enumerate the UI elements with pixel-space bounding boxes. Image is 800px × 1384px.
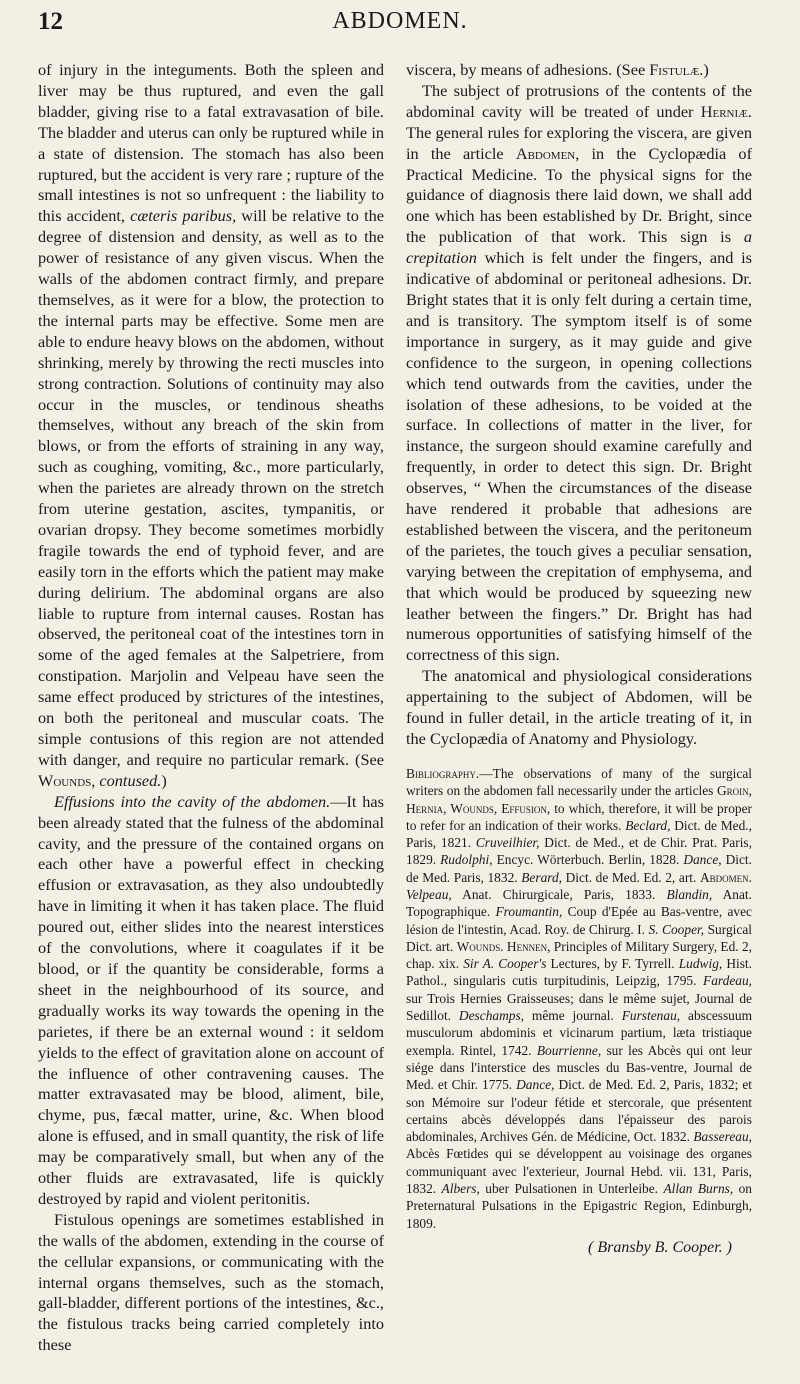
running-title: ABDOMEN. — [332, 8, 468, 34]
paragraph-fistulous-openings: Fistulous openings are sometimes established in the walls of the abdomen, extending in the course of the cellular expansions, or communicating with the internal organs themselves, such as the stomach, gall-bladder, different portions of the intestines, &c., the fistulous tracks being carried completely into these — [38, 1209, 384, 1355]
bibliography-label: Bibliography. — [406, 765, 480, 781]
paragraph-protrusions: The subject of protrusions of the contents of the abdominal cavity will be treated of under Herniæ. The general rules for exploring the viscera, are given in the article Abdomen, in the Cyclopædia of Practical Medicine. To the physical signs for the guidance of diagnosis there laid down, we shall add one which has been established by Dr. Bright, since the publication of that work. This sign is a crepitation which is felt under the fingers, and is indicative of abdominal or peritoneal adhesions. Dr. Bright states that it is only felt during a certain time, and is transitory. The symptom itself is of some importance in surgery, as it may guide and give confidence to the surgeon, in opening collections which tend outwards from the cavities, under the isolation of these adhesions, to be voided at the surface. In collections of matter in the liver, for instance, the surgeon should examine carefully and frequently, in order to detect this sign. Dr. Bright observes, “ When the circumstances of the disease have rendered it probable that adhesions are established between the viscera, and the peritoneum of the parietes, the touch gives a peculiar sensation, varying between the crepitation of emphysema, and that which would be produced by squeezing new leather between the fingers.” Dr. Bright has had numerous opportunities of satisfying himself of the correctness of this sign. — [406, 80, 752, 665]
paragraph-injury-integuments: of injury in the integuments. Both the spleen and liver may be thus ruptured, and even the gall bladder, giving rise to a fatal extravasation of bile. The bladder and uterus can only be ruptured while in a state of distension. The stomach has also been ruptured, but the accident is very rare ; rupture of the small intestines is not so unfrequent : the liability to this accident, cæteris paribus, will be relative to the degree of distension and density, as well as to the power of resistance of any given viscus. When the walls of the abdomen contract firmly, and prepare themselves, as it were for a blow, the protection to the internal parts may be effective. Some men are able to endure heavy blows on the abdomen, without shrinking, merely by throwing the recti muscles into strong contraction. Solutions of continuity may also occur in the muscles, or tendinous sheaths themselves, without any breach of the skin from blows, or from the efforts of straining in any way, such as coughing, vomiting, &c., more particularly, when the parietes are already thrown on the stretch from uterine gestation, ascites, tympanitis, or ovarian dropsy. They become sometimes morbidly fragile towards the end of typhoid fever, and are easily torn in the efforts which the patient may make during delirium. The abdominal organs are also liable to rupture from internal causes. Rostan has observed, the peritoneal coat of the intestines torn in some of the aged females at the Salpetriere, from constipation. Marjolin and Velpeau have seen the same effect produced by strictures of the intestines, on both the peritoneal and muscular coats. The simple contusions of this region are not attended with danger, and require no particular remark. (See Wounds, contused.) — [38, 60, 384, 790]
page-number: 12 — [38, 8, 63, 35]
bibliography: Bibliography.—The observations of many of the surgical writers on the abdomen fall necessarily under the articles Groin, Hernia, Wounds, Effusion, to which, therefore, it will be proper to refer for an indication of their works. Beclard, Dict. de Med., Paris, 1821. Cruveilhier, Dict. de Med., et de Chir. Prat. Paris, 1829. Rudolphi, Encyc. Wörterbuch. Berlin, 1828. Dance, Dict. de Med. Paris, 1832. Berard, Dict. de Med. Ed. 2, art. Abdomen. Velpeau, Anat. Chirurgicale, Paris, 1833. Blandin, Anat. Topographique. Froumantin, Coup d'Epée au Bas-ventre, avec lésion de l'intestin, Acad. Roy. de Chirurg. I. S. Cooper, Surgical Dict. art. Wounds. Hennen, Principles of Military Surgery, Ed. 2, chap. xix. Sir A. Cooper's Lectures, by F. Tyrrell. Ludwig, Hist. Pathol., singularis cutis turpitudinis, Leipzig, 1795. Fardeau, sur Trois Hernies Graisseuses; dans le même sujet, Journal de Sedillot. Deschamps, même journal. Furstenau, abscessuum musculorum abdominis et vicinarum partium, læta tristiaque exempla. Rintel, 1742. Bourrienne, sur les Abcès qui ont leur siége dans l'interstice des muscles du Bas-ventre, Journal de Med. et Chir. 1775. Dance, Dict. de Med. Ed. 2, Paris, 1832; et son Mémoire sur l'odeur fétide et stercorale, que présentent certains abcès développés dans l'épaisseur des parois abdominales, Archives Gén. de Médicine, Oct. 1832. Bassereau, Abcès Fœtides qui se développent au voisinage des organes communiquant avec l'exterieur, Journal Hebd. vii. 131, Paris, 1832. Albers, uber Pulsationen in Unterleibe. Allan Burns, on Preternatural Pulsations in the Epigastric Region, Edinburgh, 1809. — [406, 765, 753, 1231]
paragraph-anatomical: The anatomical and physiological considerations appertaining to the subject of Abdomen, will be found in fuller detail, in the article treating of it, in the Cyclopædia of Anatomy and Physiology. — [406, 666, 752, 748]
right-column — [406, 60, 752, 1259]
author-signature: ( Bransby B. Cooper. ) — [588, 1238, 732, 1256]
paragraph-viscera-adhesions: viscera, by means of adhesions. (See Fistulæ.) — [406, 60, 709, 79]
paragraph-effusions: Effusions into the cavity of the abdomen.—It has been already stated that the fulness of the abdominal cavity, and the pressure of the contained organs on each other have a powerful effect in checking effusion or extravasation, as they also undoubtedly have in limiting it when it has taken place. The fluid poured out, either slides into the nearest interstices of the convolutions, where it coagulates if it be blood, or if the quantity be considerable, forms a sheet in the neighbourhood of its source, and gradually works its way towards the opening in the parietes, if there be an external wound : it seldom yields to the effect of gravitation alone on account of the influence of other contravening causes. The matter extravasated may be blood, aliment, bile, chyme, pus, fæcal matter, urine, &c. When blood alone is effused, and in small quantity, the risk of life may be comparatively small, but when any of the other fluids are extravasated, life is quickly destroyed by rapid and violent peritonitis. — [38, 791, 384, 1208]
left-column — [38, 60, 384, 1356]
section-heading-effusions: Effusions into the cavity of the abdomen. — [54, 791, 331, 811]
